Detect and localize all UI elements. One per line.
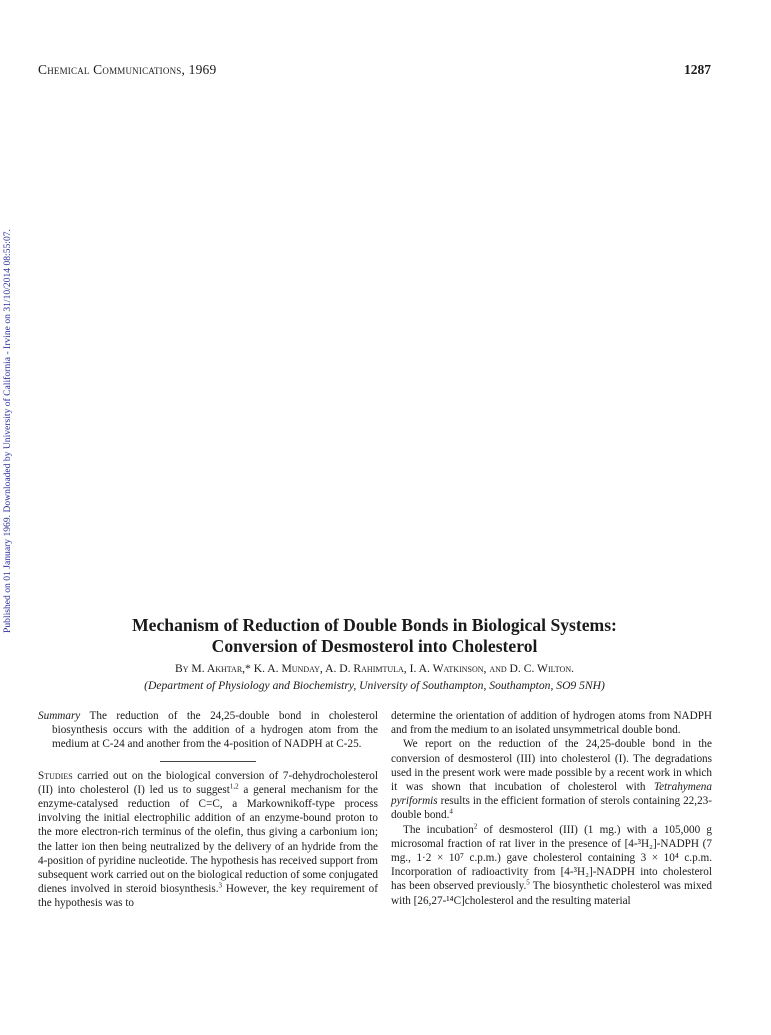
body-paragraph-2: determine the orientation of addition of hydrogen atoms from NADPH and from the medium to an isolated unsymmetrical double bond. bbox=[391, 710, 712, 737]
body-paragraph-3 bbox=[391, 737, 712, 822]
lead-word: Studies bbox=[38, 769, 73, 782]
reference-marker: 5 bbox=[526, 878, 530, 887]
body-text: carried out on the biological conversion of 7-dehydrocholesterol (II) into cholesterol (I) led us to suggest bbox=[38, 769, 378, 796]
affiliation: (Department of Physiology and Biochemistry, University of Southampton, Southampton, SO9 5NH) bbox=[144, 679, 605, 692]
body-text: a general mechanism for the enzyme-catalysed reduction of C=C, a Markownikoff-type process involving the initial electrophilic addition of an enzyme-bound proton to the more electron-rich terminus of the olefin, thus giving a carbonium ion; the latter ion then being neutralized by the delivery of an hydride from the 4-position of pyridine nucleotide. The hypothesis has received support from subsequent work carried out on the biological reduction of some conjugated dienes involved in steroid biosynthesis. bbox=[38, 783, 378, 896]
download-side-note[interactable]: Published on 01 January 1969. Downloaded by University of California - Irvine on 31/10/2014 08:55:07. bbox=[2, 229, 13, 633]
reference-marker: 1,2 bbox=[229, 782, 239, 791]
reference-marker: 2 bbox=[473, 821, 478, 830]
article-title bbox=[38, 615, 711, 657]
journal-name: Chemical Communications, 1969 bbox=[38, 62, 217, 77]
body-text: We report on the reduction of the 24,25-double bond in the conversion of desmosterol (III) into cholesterol (I). The degradations used in the present work were made possible by a recent work in which it was shown that incubation of cholesterol with bbox=[391, 738, 712, 794]
summary-divider bbox=[160, 761, 256, 762]
left-column bbox=[38, 709, 378, 911]
title-line-1: Mechanism of Reduction of Double Bonds in Biological Systems: bbox=[132, 615, 617, 635]
right-column bbox=[391, 709, 712, 908]
author-list: By M. Akhtar,* K. A. Munday, A. D. Rahimtula, I. A. Watkinson, and D. C. Wilton. bbox=[175, 662, 574, 675]
summary-text: The reduction of the 24,25-double bond in cholesterol biosynthesis occurs with the addition of a hydrogen atom from the medium at C-24 and another from the 4-position of NADPH at C-25. bbox=[52, 710, 378, 751]
body-text: The biosynthetic cholesterol was mixed with [26,27-¹⁴C]cholesterol and the resulting material bbox=[391, 880, 712, 907]
body-text: of desmosterol (III) (1 mg.) with a 105,000 g microsomal fraction of rat liver in the presence of [4-³H₂]-NADPH (7 mg., 1·2 × 10⁷ c.p.m.) gave cholesterol containing 3 × 10⁴ c.p.m. Incorporation of radioactivity from [4-³H₂]-NADPH into cholesterol has been observed previously. bbox=[391, 823, 712, 893]
summary-label: Summary bbox=[38, 710, 81, 722]
body-text: results in the efficient formation of sterols containing 22,23-double bond. bbox=[391, 795, 712, 822]
running-header bbox=[38, 62, 711, 78]
body-text: The incubation bbox=[403, 823, 474, 836]
species-name: Tetrahymena pyriformis bbox=[391, 781, 712, 808]
summary-paragraph bbox=[38, 709, 378, 752]
reference-marker: 3 bbox=[218, 881, 223, 890]
body-paragraph-1 bbox=[38, 769, 378, 911]
body-text: However, the key requirement of the hypothesis was to bbox=[38, 883, 379, 910]
page-number: 1287 bbox=[684, 62, 711, 77]
body-paragraph-4 bbox=[391, 823, 712, 908]
reference-marker: 4 bbox=[449, 807, 453, 816]
title-line-2: Conversion of Desmosterol into Cholesterol bbox=[211, 636, 538, 656]
